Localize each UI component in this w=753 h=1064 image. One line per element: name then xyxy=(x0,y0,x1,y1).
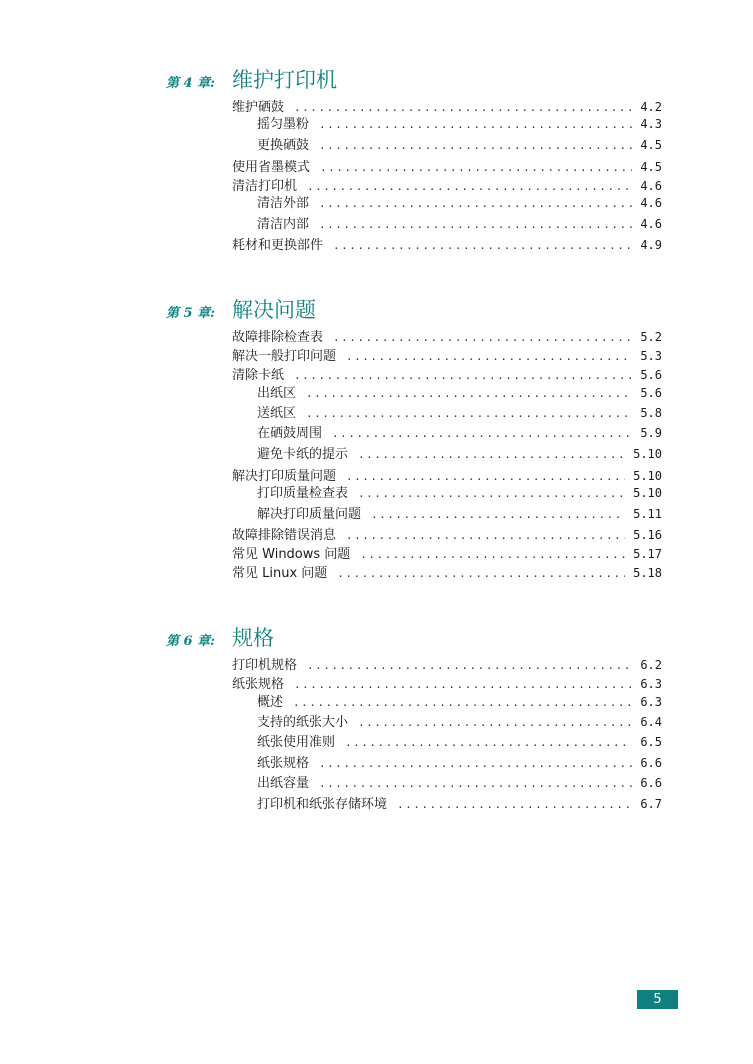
toc-entry[interactable] xyxy=(232,467,662,485)
toc-entry[interactable] xyxy=(232,347,662,365)
toc-entry-label: 清洁外部 xyxy=(257,196,310,211)
toc-entry-label: 纸张规格 xyxy=(232,677,285,692)
toc-entry-label: 更换硒鼓 xyxy=(257,138,310,153)
toc-entry-label: 送纸区 xyxy=(257,406,297,421)
toc-entry-page: 4.6 xyxy=(640,196,662,210)
leader-dots xyxy=(358,485,625,503)
toc-entry-page: 5.2 xyxy=(640,330,662,344)
toc-entry-page: 4.3 xyxy=(640,117,662,131)
toc-entry[interactable] xyxy=(257,384,662,402)
toc-entry-label: 使用省墨模式 xyxy=(232,160,311,175)
toc-entry[interactable] xyxy=(232,526,662,544)
toc-entry[interactable] xyxy=(257,194,662,212)
toc-entry[interactable] xyxy=(257,424,662,442)
toc-entry-page: 5.6 xyxy=(640,368,662,382)
toc-entry[interactable] xyxy=(232,564,662,582)
leader-dots xyxy=(319,775,632,793)
leader-dots xyxy=(294,676,632,694)
leader-dots xyxy=(371,506,625,524)
toc-entry-label: 支持的纸张大小 xyxy=(257,715,349,730)
toc-entry-page: 6.3 xyxy=(640,677,662,691)
toc-entry-label: 解决打印质量问题 xyxy=(232,469,337,484)
toc-entry-label: 打印质量检查表 xyxy=(257,486,349,501)
toc-entry-label: 解决一般打印问题 xyxy=(232,349,337,364)
toc-entry-label: 故障排除错误消息 xyxy=(232,528,337,543)
leader-dots xyxy=(358,714,632,732)
leader-dots xyxy=(346,527,625,545)
toc-entry-page: 5.11 xyxy=(633,507,662,521)
chapter-title: 解决问题 xyxy=(232,298,316,322)
toc-entry[interactable] xyxy=(232,236,662,254)
toc-entry-page: 6.4 xyxy=(640,715,662,729)
leader-dots xyxy=(337,565,625,583)
leader-dots xyxy=(307,657,632,675)
toc-entry-label: 概述 xyxy=(257,695,284,710)
toc-entry-label: 清洁内部 xyxy=(257,217,310,232)
toc-entry[interactable] xyxy=(257,505,662,523)
toc-entry-label: 常见 Linux 问题 xyxy=(232,566,328,581)
chapter-number: 第 5 章: xyxy=(166,306,215,321)
toc-entry[interactable] xyxy=(232,675,662,693)
toc-entry-label: 出纸容量 xyxy=(257,776,310,791)
toc-entry-page: 4.9 xyxy=(640,238,662,252)
toc-entry-label: 在硒鼓周围 xyxy=(257,426,323,441)
toc-entry-label: 纸张使用准则 xyxy=(257,735,336,750)
toc-entry-page: 6.6 xyxy=(640,776,662,790)
toc-entry[interactable] xyxy=(257,115,662,133)
toc-entry[interactable] xyxy=(232,656,662,674)
leader-dots xyxy=(345,734,632,752)
toc-entry-page: 5.18 xyxy=(633,566,662,580)
leader-dots xyxy=(319,137,632,155)
toc-entry[interactable] xyxy=(232,177,662,195)
toc-entry[interactable] xyxy=(257,795,662,813)
leader-dots xyxy=(346,348,632,366)
toc-entry-label: 故障排除检查表 xyxy=(232,330,324,345)
leader-dots xyxy=(319,216,632,234)
toc-entry-label: 清洁打印机 xyxy=(232,179,298,194)
toc-entry-page: 4.5 xyxy=(640,160,662,174)
leader-dots xyxy=(293,694,632,712)
toc-entry-label: 维护硒鼓 xyxy=(232,100,285,115)
toc-entry-page: 6.2 xyxy=(640,658,662,672)
toc-entry-page: 4.6 xyxy=(640,179,662,193)
toc-entry[interactable] xyxy=(257,404,662,422)
toc-entry[interactable] xyxy=(232,158,662,176)
page-number-badge: 5 xyxy=(637,990,678,1009)
toc-entry-page: 4.5 xyxy=(640,138,662,152)
toc-entry-page: 5.10 xyxy=(633,447,662,461)
toc-entry-page: 5.10 xyxy=(633,486,662,500)
toc-entry-label: 清除卡纸 xyxy=(232,368,285,383)
toc-entry-page: 4.2 xyxy=(640,100,662,114)
chapter-title: 维护打印机 xyxy=(232,68,337,92)
toc-entry-page: 5.6 xyxy=(640,386,662,400)
leader-dots xyxy=(306,385,632,403)
toc-entry[interactable] xyxy=(232,98,662,116)
toc-entry-page: 5.17 xyxy=(633,547,662,561)
toc-entry-page: 5.3 xyxy=(640,349,662,363)
toc-entry[interactable] xyxy=(232,328,662,346)
toc-entry[interactable] xyxy=(257,445,662,463)
leader-dots xyxy=(397,796,632,814)
toc-entry-label: 纸张规格 xyxy=(257,756,310,771)
toc-entry-page: 5.16 xyxy=(633,528,662,542)
toc-entry[interactable] xyxy=(257,484,662,502)
leader-dots xyxy=(319,755,632,773)
leader-dots xyxy=(332,425,632,443)
toc-entry-page: 6.7 xyxy=(640,797,662,811)
toc-entry[interactable] xyxy=(257,693,662,711)
toc-entry[interactable] xyxy=(232,545,662,563)
toc-entry-label: 出纸区 xyxy=(257,386,297,401)
toc-entry-label: 常见 Windows 问题 xyxy=(232,547,351,562)
chapter-title: 规格 xyxy=(232,626,274,650)
leader-dots xyxy=(333,329,632,347)
toc-entry[interactable] xyxy=(257,774,662,792)
toc-entry[interactable] xyxy=(257,136,662,154)
toc-entry-label: 打印机和纸张存储环境 xyxy=(257,797,388,812)
toc-entry[interactable] xyxy=(257,215,662,233)
toc-entry-page: 6.3 xyxy=(640,695,662,709)
toc-entry-page: 4.6 xyxy=(640,217,662,231)
leader-dots xyxy=(320,159,632,177)
leader-dots xyxy=(306,405,632,423)
chapter-number: 第 4 章: xyxy=(166,76,215,91)
toc-entry-label: 打印机规格 xyxy=(232,658,298,673)
toc-entry-page: 5.8 xyxy=(640,406,662,420)
leader-dots xyxy=(360,546,625,564)
toc-entry[interactable] xyxy=(257,713,662,731)
toc-entry-page: 5.9 xyxy=(640,426,662,440)
toc-entry-page: 6.6 xyxy=(640,756,662,770)
chapter-number: 第 6 章: xyxy=(166,634,215,649)
toc-entry-label: 解决打印质量问题 xyxy=(257,507,362,522)
leader-dots xyxy=(319,116,632,134)
toc-entry-label: 摇匀墨粉 xyxy=(257,117,310,132)
leader-dots xyxy=(333,237,632,255)
toc-entry-page: 6.5 xyxy=(640,735,662,749)
leader-dots xyxy=(319,195,632,213)
toc-entry-label: 避免卡纸的提示 xyxy=(257,447,349,462)
leader-dots xyxy=(294,367,632,385)
toc-entry-label: 耗材和更换部件 xyxy=(232,238,324,253)
toc-entry[interactable] xyxy=(257,733,662,751)
toc-entry-page: 5.10 xyxy=(633,469,662,483)
toc-entry[interactable] xyxy=(257,754,662,772)
toc-entry[interactable] xyxy=(232,366,662,384)
leader-dots xyxy=(358,446,625,464)
